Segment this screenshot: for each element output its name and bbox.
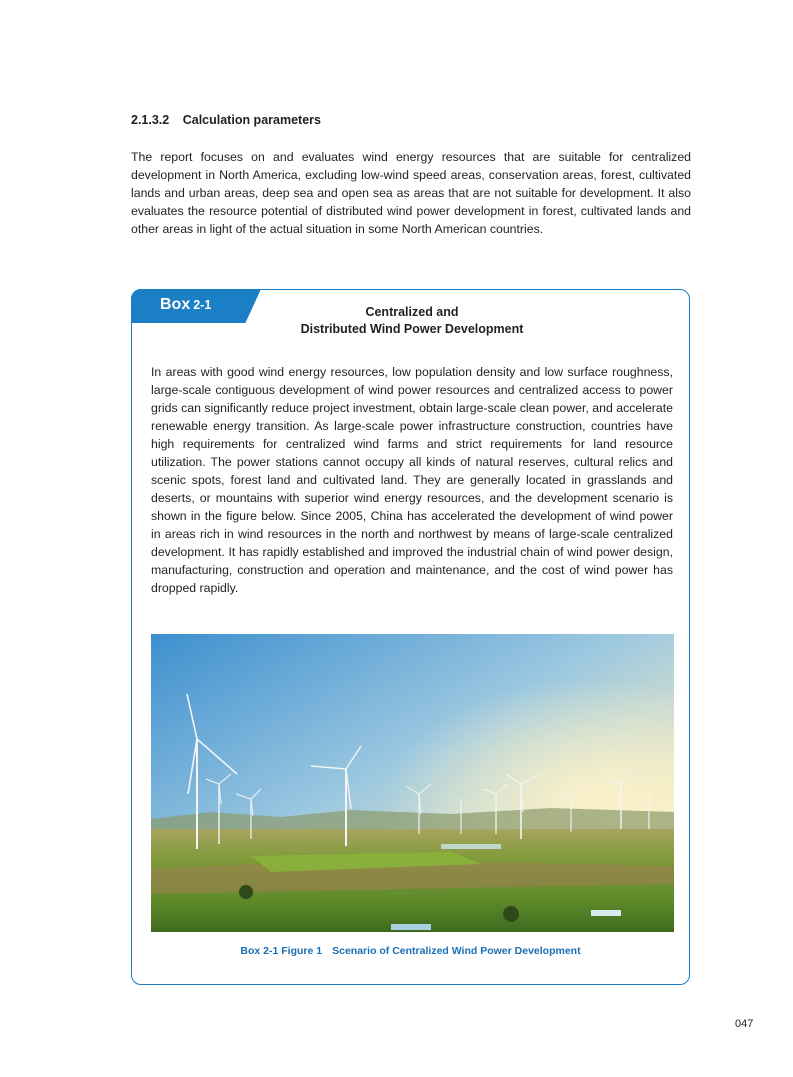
section-title: Calculation parameters (182, 113, 321, 127)
box-tab-number: 2-1 (193, 298, 212, 312)
section-heading (131, 113, 321, 127)
figure-label: Box 2-1 Figure 1 (240, 945, 323, 957)
figure-caption (132, 945, 689, 957)
box-title-line2: Distributed Wind Power Development (300, 322, 524, 336)
page-number: 047 (735, 1018, 754, 1030)
box-title-line1: Centralized and (365, 305, 459, 319)
box-tab-label (160, 296, 211, 314)
figure-caption-text: Scenario of Centralized Wind Power Development (332, 945, 581, 957)
wind-farm-photo (151, 634, 674, 932)
box-2-1 (131, 289, 690, 985)
box-title (262, 304, 562, 338)
box-body-text: In areas with good wind energy resources, low population density and low surface roughness, large-scale contiguous development of wind power resources and centralized access to power grids can significantly reduce project investment, obtain large-scale clean power, and accelerate renewable energy transition. As large-scale power infrastructure construction, countries have high requirements for centralized wind farms and strict requirements for land resource utilization. The power stations cannot occupy all kinds of natural reserves, cultural relics and scenic spots, forest land and cultivated land. They are generally located in grasslands and deserts, or mountains with superior wind energy resources, and the development scenario is shown in the figure below. Since 2005, China has accelerated the development of wind power in areas rich in wind resources in the north and northwest by means of large-scale centralized development. It has rapidly established and improved the industrial chain of wind power design, manufacturing, construction and operation and maintenance, and the cost of wind power has dropped rapidly. (151, 365, 673, 595)
box-tab-word: Box (160, 296, 191, 313)
intro-paragraph: The report focuses on and evaluates wind energy resources that are suitable for centralized development in North America, excluding low-wind speed areas, conservation areas, forest, cultivated lands and urban areas, deep sea and open sea as areas that are not suitable for development. It also evaluates the resource potential of distributed wind power development in forest, cultivated lands and other areas in light of the actual situation in some North American countries. (131, 150, 691, 236)
section-number: 2.1.3.2 (131, 113, 170, 127)
